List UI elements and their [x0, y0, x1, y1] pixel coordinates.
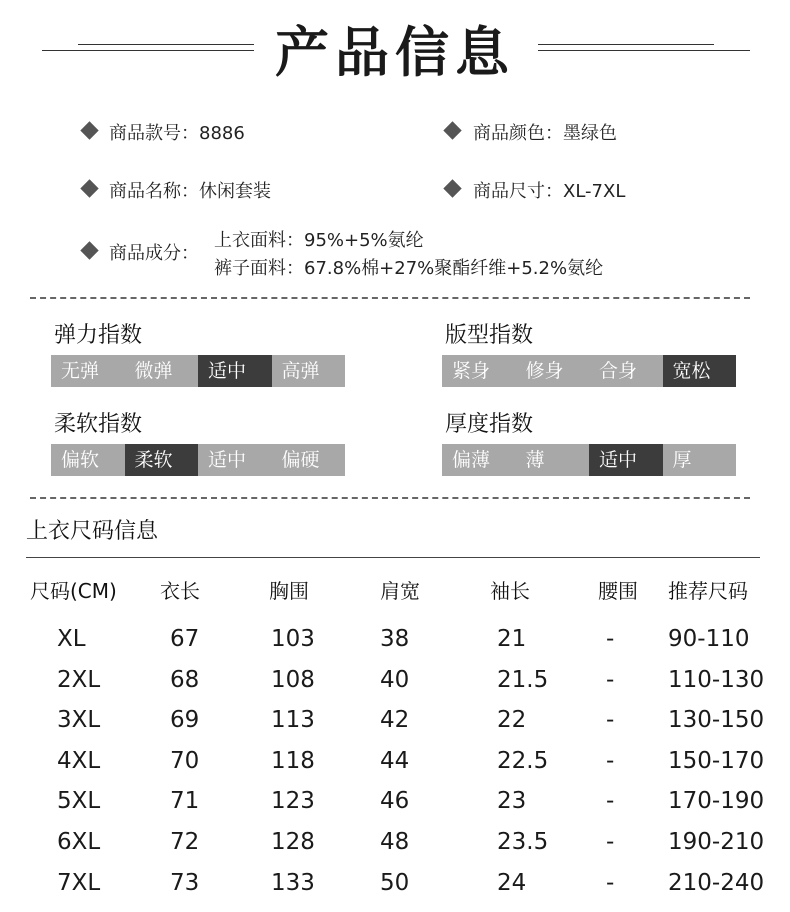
table-cell: - — [606, 666, 615, 693]
table-cell: 24 — [497, 869, 527, 896]
title-line-left-upper — [42, 50, 254, 51]
fit-option: 修身 — [525, 360, 564, 382]
bullet-diamond-icon — [443, 121, 461, 139]
table-divider — [26, 557, 760, 558]
thickness-option: 薄 — [525, 449, 545, 471]
table-cell: 170-190 — [668, 788, 765, 815]
table-cell: - — [606, 829, 615, 855]
table-cell: 44 — [380, 747, 410, 774]
softness-option: 偏硬 — [281, 449, 320, 471]
table-header-cell: 袖长 — [490, 579, 530, 603]
thickness-index-title: 厚度指数 — [445, 412, 534, 437]
title-line-left-lower — [78, 44, 254, 45]
table-cell: - — [606, 788, 615, 815]
table-cell: 190-210 — [668, 829, 765, 855]
table-cell: 23.5 — [497, 829, 549, 855]
table-cell: 133 — [271, 869, 315, 896]
style-number: 商品款号：8886 — [109, 123, 245, 144]
thickness-option: 厚 — [672, 449, 692, 471]
bullet-diamond-icon — [443, 179, 461, 197]
table-cell: 150-170 — [668, 747, 765, 774]
size-label-cell: 4XL — [57, 747, 101, 774]
elasticity-meter — [51, 355, 345, 387]
table-cell: 42 — [380, 707, 410, 734]
thickness-meter — [442, 444, 736, 476]
table-cell: 68 — [170, 666, 200, 693]
table-cell: 108 — [271, 666, 315, 693]
table-cell: - — [606, 707, 615, 734]
table-cell: 22.5 — [497, 747, 549, 774]
elasticity-index-title: 弹力指数 — [54, 323, 143, 348]
table-cell: 128 — [271, 829, 315, 855]
bullet-diamond-icon — [80, 121, 98, 139]
top-fabric: 上衣面料：95%+5%氨纶 — [214, 230, 424, 251]
table-cell: 73 — [170, 869, 200, 896]
table-cell: 72 — [170, 829, 200, 855]
title-line-right-lower — [538, 44, 714, 45]
table-header-cell: 腰围 — [598, 579, 638, 603]
table-cell: 113 — [271, 707, 315, 734]
fit-option: 合身 — [599, 360, 638, 382]
table-cell: 110-130 — [668, 666, 765, 693]
table-cell: 130-150 — [668, 707, 765, 734]
table-cell: 70 — [170, 747, 200, 774]
table-cell: 90-110 — [668, 626, 750, 652]
fit-option: 紧身 — [452, 360, 491, 382]
bullet-diamond-icon — [80, 179, 98, 197]
fit-index-title: 版型指数 — [445, 323, 534, 348]
pants-fabric: 裤子面料：67.8%棉+27%聚酯纤维+5.2%氨纶 — [214, 258, 604, 279]
size-label-cell: 2XL — [57, 666, 101, 693]
table-header-cell: 胸围 — [269, 579, 309, 603]
product-name: 商品名称：休闲套装 — [109, 181, 271, 202]
softness-option: 柔软 — [125, 444, 199, 476]
elasticity-option: 适中 — [198, 355, 272, 387]
elasticity-option: 高弹 — [281, 360, 320, 382]
table-cell: 103 — [271, 626, 315, 652]
product-size: 商品尺寸：XL-7XL — [473, 181, 626, 202]
softness-option: 偏软 — [61, 449, 100, 471]
title-line-right-upper — [538, 50, 750, 51]
table-cell: 22 — [497, 707, 527, 734]
table-cell: 71 — [170, 788, 200, 815]
softness-meter — [51, 444, 345, 476]
table-cell: 38 — [380, 626, 410, 652]
table-header-cell: 肩宽 — [380, 579, 420, 603]
table-header-cell: 推荐尺码 — [668, 579, 748, 603]
thickness-option: 偏薄 — [452, 449, 491, 471]
size-table-title: 上衣尺码信息 — [26, 519, 159, 544]
table-cell: 67 — [170, 626, 200, 652]
table-cell: 123 — [271, 788, 315, 815]
table-cell: 210-240 — [668, 869, 765, 896]
table-cell: 48 — [380, 829, 410, 855]
table-cell: 46 — [380, 788, 410, 815]
table-cell: 40 — [380, 666, 410, 693]
softness-option: 适中 — [208, 449, 247, 471]
table-cell: - — [606, 626, 615, 652]
table-cell: - — [606, 869, 615, 896]
size-label-cell: 6XL — [57, 829, 101, 855]
table-cell: - — [606, 747, 615, 774]
bullet-diamond-icon — [80, 241, 98, 259]
divider-dashed — [30, 297, 750, 299]
elasticity-option: 无弹 — [61, 360, 100, 382]
composition-label: 商品成分： — [109, 243, 199, 264]
table-cell: 69 — [170, 707, 200, 734]
table-cell: 118 — [271, 747, 315, 774]
size-label-cell: 7XL — [57, 869, 101, 896]
softness-index-title: 柔软指数 — [54, 412, 143, 437]
elasticity-option: 微弹 — [134, 360, 173, 382]
size-label-cell: 3XL — [57, 707, 101, 734]
fit-meter — [442, 355, 736, 387]
table-cell: 50 — [380, 869, 410, 896]
thickness-option: 适中 — [589, 444, 663, 476]
fit-option: 宽松 — [663, 355, 737, 387]
size-label-cell: 5XL — [57, 788, 101, 815]
table-header-cell: 尺码(CM) — [30, 579, 117, 603]
table-cell: 23 — [497, 788, 527, 815]
table-cell: 21.5 — [497, 666, 549, 693]
divider-dashed — [30, 497, 750, 499]
table-header-cell: 衣长 — [160, 579, 200, 603]
table-cell: 21 — [497, 626, 527, 652]
size-label-cell: XL — [57, 626, 86, 652]
page-title: 产品信息 — [275, 21, 515, 84]
product-color: 商品颜色：墨绿色 — [473, 123, 617, 144]
